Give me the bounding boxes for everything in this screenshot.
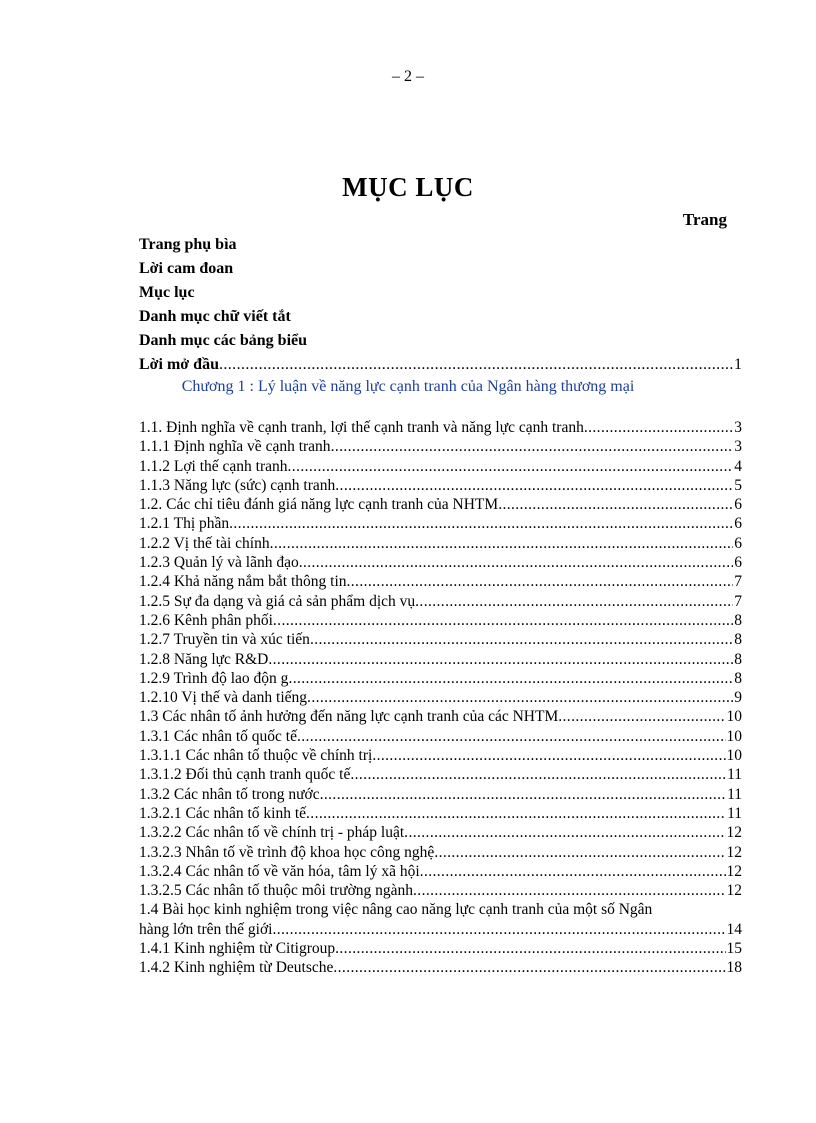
toc-entry-text: 1.3.2.3 Nhân tố về trình độ khoa học công nghệ xyxy=(139,843,435,861)
page-ref: 11 xyxy=(727,766,742,784)
toc-entry[interactable] xyxy=(139,785,742,804)
dot-leader xyxy=(420,862,726,881)
toc-entry[interactable] xyxy=(139,707,742,726)
dot-leader xyxy=(288,669,733,688)
front-matter-item[interactable] xyxy=(139,305,742,329)
toc-entry-text: 1.1.1 Định nghĩa về cạnh tranh xyxy=(139,438,331,456)
toc-entry-text: 1.1.3 Năng lực (sức) cạnh tranh xyxy=(139,476,336,494)
toc-entry[interactable] xyxy=(139,688,742,707)
toc-entry[interactable] xyxy=(139,611,742,630)
toc-entry-text: 1.3.2.2 Các nhân tố về chính trị - pháp luật xyxy=(139,824,405,842)
toc-entry[interactable] xyxy=(139,843,742,862)
page-ref: 11 xyxy=(727,804,742,822)
dot-leader xyxy=(404,823,725,842)
page-ref: 12 xyxy=(726,882,742,900)
page-ref: 4 xyxy=(734,457,742,475)
front-matter-item[interactable] xyxy=(139,257,742,281)
dot-leader xyxy=(335,476,733,495)
front-matter-text: Trang phụ bìa xyxy=(139,236,237,253)
page-ref: 8 xyxy=(734,650,742,668)
toc-entry-text: 1.4.1 Kinh nghiệm từ Citigroup xyxy=(139,940,336,958)
toc-entry-continuation: hàng lớn trên thế giới xyxy=(139,920,273,938)
page-ref: 12 xyxy=(726,862,742,880)
toc-entry[interactable] xyxy=(139,746,742,765)
page-ref: 3 xyxy=(734,438,742,456)
dot-leader xyxy=(415,592,733,611)
dot-leader xyxy=(372,746,725,765)
toc-entry[interactable] xyxy=(139,727,742,746)
front-matter-item[interactable] xyxy=(139,233,742,257)
toc-entry[interactable] xyxy=(139,457,742,476)
toc-entry-text: 1.2.2 Vị thế tài chính xyxy=(139,534,270,552)
toc-entry[interactable] xyxy=(139,765,742,784)
dot-leader xyxy=(335,939,725,958)
dot-leader xyxy=(270,534,734,553)
toc-entry[interactable] xyxy=(139,881,742,900)
page-ref: 7 xyxy=(734,573,742,591)
toc-entry-text: 1.3.2.4 Các nhân tố về văn hóa, tâm lý xã hội xyxy=(139,862,420,880)
toc-entry-text: 1.1.2 Lợi thế cạnh tranh xyxy=(139,457,288,475)
page-ref: 6 xyxy=(734,554,742,572)
page-ref: 6 xyxy=(734,496,742,514)
page-ref: 14 xyxy=(726,920,742,938)
toc-entry-text: 1.2.3 Quản lý và lãnh đạo xyxy=(139,554,299,572)
page-ref: 15 xyxy=(726,940,742,958)
front-matter-text: Mục lục xyxy=(139,284,195,301)
page-title: MỤC LỤC xyxy=(342,172,474,202)
toc-entry-text: 1.3.1 Các nhân tố quốc tế xyxy=(139,727,297,745)
toc-entry-text: 1.2.6 Kênh phân phối xyxy=(139,611,273,629)
dot-leader xyxy=(347,572,734,591)
toc-entry-text: 1.2.10 Vị thế và danh tiếng xyxy=(139,689,308,707)
page-ref: 11 xyxy=(727,785,742,803)
toc-entry[interactable] xyxy=(139,476,742,495)
toc-entry-text: 1.2.4 Khả năng nắm bắt thông tin xyxy=(139,573,347,591)
page-ref: 9 xyxy=(734,689,742,707)
page-ref: 12 xyxy=(726,824,742,842)
toc-entry-text: 1.2.8 Năng lực R&D xyxy=(139,650,269,668)
toc-entry[interactable] xyxy=(139,514,742,533)
toc-entry-text: 1.2.7 Truyền tin và xúc tiến xyxy=(139,631,310,649)
toc-entry-text: 1.4 Bài học kinh nghiệm trong việc nâng cao năng lực cạnh tranh của một số Ngân xyxy=(139,901,653,919)
front-matter-item[interactable] xyxy=(139,329,742,353)
toc-entry[interactable] xyxy=(139,630,742,649)
dot-leader xyxy=(307,688,733,707)
toc-entry-text: 1.4.2 Kinh nghiệm từ Deutsche xyxy=(139,959,334,977)
toc-entry[interactable] xyxy=(139,495,742,514)
toc-entry[interactable] xyxy=(139,862,742,881)
page-ref: 8 xyxy=(734,631,742,649)
dot-leader xyxy=(558,707,725,726)
page-number: – 2 – xyxy=(392,68,424,85)
toc-entry[interactable] xyxy=(139,572,742,591)
front-matter-text: Lời mở đầu xyxy=(139,356,219,373)
dot-leader xyxy=(498,495,733,514)
toc-entry[interactable] xyxy=(139,437,742,456)
dot-leader xyxy=(333,958,725,977)
page-ref: 8 xyxy=(734,611,742,629)
dot-leader xyxy=(413,881,725,900)
dot-leader xyxy=(219,353,733,377)
page-ref: 6 xyxy=(734,534,742,552)
toc-entry[interactable] xyxy=(139,958,742,977)
toc-entry-text: 1.2.5 Sự đa dạng và giá cả sản phẩm dịch vụ xyxy=(139,592,416,610)
dot-leader xyxy=(434,843,725,862)
toc-entry[interactable] xyxy=(139,823,742,842)
front-matter-text: Danh mục các bảng biểu xyxy=(139,332,308,349)
toc-entry[interactable] xyxy=(139,669,742,688)
page-ref: 12 xyxy=(726,843,742,861)
dot-leader xyxy=(584,418,733,437)
dot-leader xyxy=(229,514,733,533)
dot-leader xyxy=(320,785,726,804)
page-ref: 10 xyxy=(726,727,742,745)
toc-entry[interactable] xyxy=(139,804,742,823)
dot-leader xyxy=(272,920,725,939)
toc-entry[interactable] xyxy=(139,900,742,939)
page-ref: 5 xyxy=(734,476,742,494)
toc-entry-text: 1.2.9 Trình độ lao độn g xyxy=(139,669,289,687)
toc-entry-text: 1.3.2.5 Các nhân tố thuộc môi trường ngành xyxy=(139,882,414,900)
front-matter-item[interactable] xyxy=(139,353,742,377)
page-ref: 10 xyxy=(726,747,742,765)
page-ref: 6 xyxy=(734,515,742,533)
dot-leader xyxy=(297,727,726,746)
dot-leader xyxy=(273,611,733,630)
page-ref: 18 xyxy=(726,959,742,977)
toc-entry[interactable] xyxy=(139,592,742,611)
front-matter-item[interactable] xyxy=(139,281,742,305)
page-ref: 1 xyxy=(734,356,742,373)
dot-leader xyxy=(288,457,734,476)
toc-entry-text: 1.2.1 Thị phần xyxy=(139,515,230,533)
dot-leader xyxy=(350,765,726,784)
toc-entry[interactable] xyxy=(139,534,742,553)
toc-entry-text: 1.3.2 Các nhân tố trong nước xyxy=(139,785,320,803)
chapter-heading[interactable]: Chương 1 : Lý luận về năng lực cạnh tranh của Ngân hàng thương mại xyxy=(181,378,635,395)
toc-list xyxy=(139,418,742,978)
dot-leader xyxy=(299,553,734,572)
front-matter-text: Lời cam đoan xyxy=(139,260,234,277)
page-column-label: Trang xyxy=(682,210,727,229)
front-matter-list xyxy=(139,233,742,377)
page-ref: 3 xyxy=(734,419,742,436)
dot-leader xyxy=(306,804,726,823)
page-ref: 7 xyxy=(734,592,742,610)
toc-entry[interactable] xyxy=(139,553,742,572)
toc-entry-text: 1.1. Định nghĩa về cạnh tranh, lợi thế cạnh tranh và năng lực cạnh tranh xyxy=(139,419,584,436)
toc-entry-text: 1.3.1.2 Đối thủ cạnh tranh quốc tế xyxy=(139,766,351,784)
dot-leader xyxy=(331,437,734,456)
dot-leader xyxy=(310,630,733,649)
front-matter-text: Danh mục chữ viết tắt xyxy=(139,308,291,325)
toc-entry-text: 1.3.2.1 Các nhân tố kinh tế xyxy=(139,804,307,822)
toc-entry[interactable] xyxy=(139,939,742,958)
toc-entry-continuation-row xyxy=(139,920,742,939)
toc-entry[interactable] xyxy=(139,650,742,669)
toc-entry-text: 1.3 Các nhân tố ảnh hưởng đến năng lực cạnh tranh của các NHTM xyxy=(139,708,559,726)
page-ref: 10 xyxy=(726,708,742,726)
toc-entry-text: 1.2. Các chỉ tiêu đánh giá năng lực cạnh tranh của NHTM xyxy=(139,496,499,514)
page-ref: 8 xyxy=(734,669,742,687)
dot-leader xyxy=(268,650,733,669)
toc-entry[interactable] xyxy=(139,418,742,437)
toc-entry-text: 1.3.1.1 Các nhân tố thuộc về chính trị xyxy=(139,747,373,765)
